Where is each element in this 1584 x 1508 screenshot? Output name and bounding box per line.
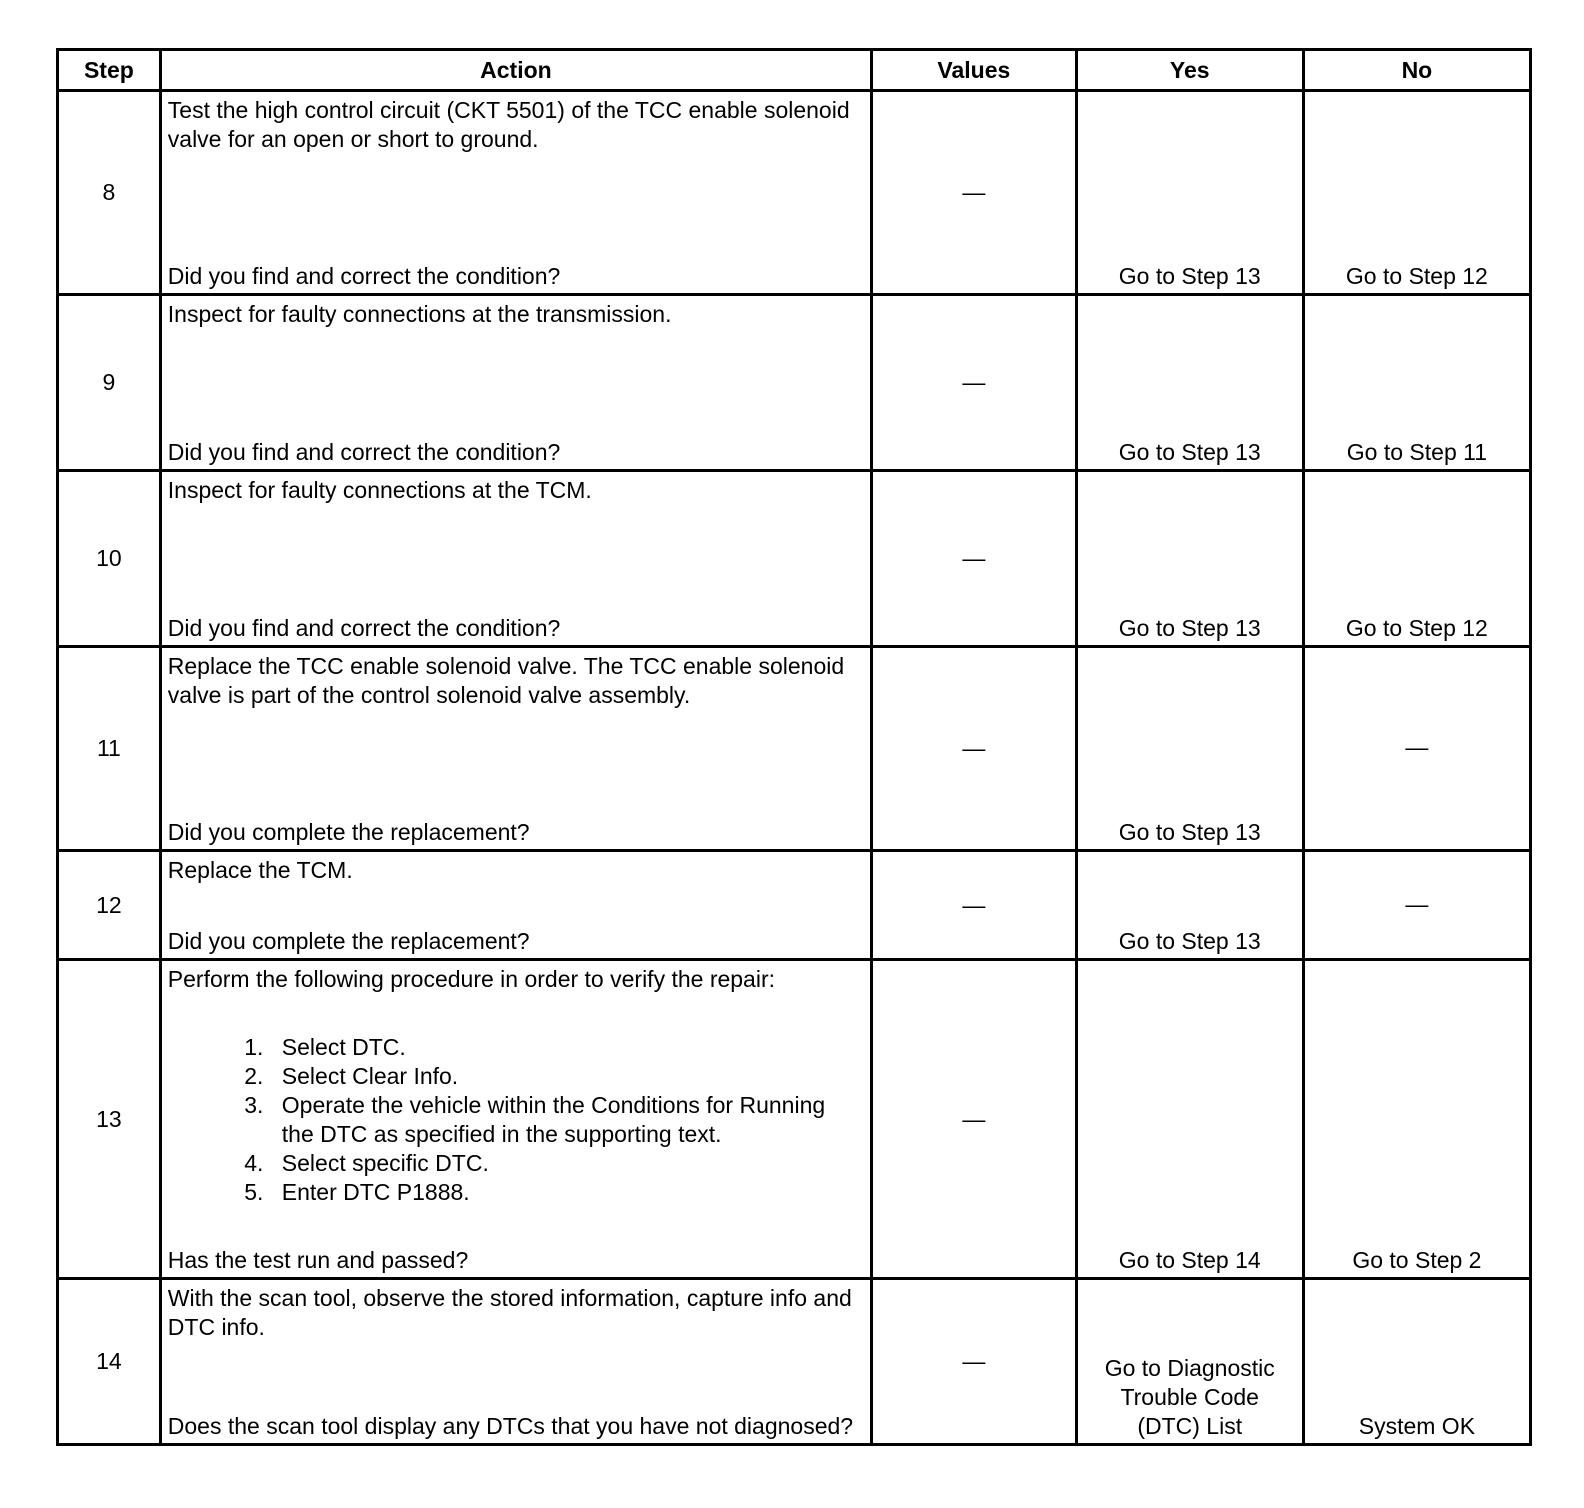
table-row bbox=[58, 1279, 1531, 1445]
yes-cell: Go to Step 13 bbox=[1076, 295, 1303, 471]
action-question: Did you find and correct the condition? bbox=[167, 615, 561, 641]
table-row bbox=[58, 960, 1531, 1279]
table-row bbox=[58, 851, 1531, 960]
action-question: Has the test run and passed? bbox=[167, 1247, 469, 1273]
values-cell: — bbox=[872, 471, 1077, 647]
no-cell: Go to Step 11 bbox=[1303, 295, 1530, 471]
action-question: Did you find and correct the condition? bbox=[167, 263, 561, 289]
procedure-list bbox=[168, 1033, 862, 1207]
action-cell bbox=[160, 471, 871, 647]
values-cell: — bbox=[872, 647, 1077, 851]
header-action: Action bbox=[160, 50, 871, 91]
step-number: 12 bbox=[58, 851, 161, 960]
header-values: Values bbox=[872, 50, 1077, 91]
header-yes: Yes bbox=[1076, 50, 1303, 91]
no-cell: — bbox=[1303, 851, 1530, 960]
header-row bbox=[58, 50, 1531, 91]
action-cell bbox=[160, 1279, 871, 1445]
header-no: No bbox=[1303, 50, 1530, 91]
action-text: Perform the following procedure in order to verify the repair: bbox=[167, 966, 776, 992]
values-cell: — bbox=[872, 960, 1077, 1279]
step-number: 11 bbox=[58, 647, 161, 851]
action-text: Replace the TCC enable solenoid valve. The TCC enable solenoid valve is part of the control solenoid valve assembly. bbox=[167, 653, 845, 708]
action-question: Did you complete the replacement? bbox=[167, 819, 530, 845]
no-cell: Go to Step 12 bbox=[1303, 471, 1530, 647]
procedure-step: 3. Operate the vehicle within the Conditions for Running the DTC as specified in the supporting text. bbox=[270, 1091, 862, 1149]
yes-cell: Go to Step 13 bbox=[1076, 471, 1303, 647]
step-number: 14 bbox=[58, 1279, 161, 1445]
yes-cell: Go to Step 13 bbox=[1076, 91, 1303, 295]
table-row bbox=[58, 471, 1531, 647]
action-text: Inspect for faulty connections at the TCM. bbox=[167, 477, 592, 503]
yes-cell: Go to Diagnostic Trouble Code (DTC) List bbox=[1076, 1279, 1303, 1445]
yes-cell: Go to Step 14 bbox=[1076, 960, 1303, 1279]
diagnostic-table bbox=[56, 48, 1532, 1446]
values-cell: — bbox=[872, 91, 1077, 295]
procedure-step: 4. Select specific DTC. bbox=[270, 1149, 862, 1178]
action-cell bbox=[160, 91, 871, 295]
step-number: 9 bbox=[58, 295, 161, 471]
action-text: With the scan tool, observe the stored information, capture info and DTC info. bbox=[167, 1285, 852, 1340]
table-row bbox=[58, 91, 1531, 295]
action-cell bbox=[160, 960, 871, 1279]
values-cell: — bbox=[872, 851, 1077, 960]
yes-cell: Go to Step 13 bbox=[1076, 851, 1303, 960]
action-text: Replace the TCM. bbox=[167, 857, 353, 883]
action-text: Inspect for faulty connections at the transmission. bbox=[167, 301, 672, 327]
step-number: 8 bbox=[58, 91, 161, 295]
action-cell bbox=[160, 851, 871, 960]
no-cell: Go to Step 2 bbox=[1303, 960, 1530, 1279]
action-cell bbox=[160, 647, 871, 851]
no-cell: System OK bbox=[1303, 1279, 1530, 1445]
step-number: 10 bbox=[58, 471, 161, 647]
procedure-step: 5. Enter DTC P1888. bbox=[270, 1178, 862, 1207]
table-row bbox=[58, 647, 1531, 851]
no-cell: Go to Step 12 bbox=[1303, 91, 1530, 295]
header-step: Step bbox=[58, 50, 161, 91]
action-cell bbox=[160, 295, 871, 471]
values-cell: — bbox=[872, 1279, 1077, 1445]
procedure-step: 1. Select DTC. bbox=[270, 1033, 862, 1062]
values-cell: — bbox=[872, 295, 1077, 471]
action-question: Did you find and correct the condition? bbox=[167, 439, 561, 465]
yes-cell: Go to Step 13 bbox=[1076, 647, 1303, 851]
table-row bbox=[58, 295, 1531, 471]
procedure-step: 2. Select Clear Info. bbox=[270, 1062, 862, 1091]
action-text: Test the high control circuit (CKT 5501) of the TCC enable solenoid valve for an open or short to ground. bbox=[167, 97, 850, 152]
no-cell: — bbox=[1303, 647, 1530, 851]
action-question: Did you complete the replacement? bbox=[167, 928, 530, 954]
step-number: 13 bbox=[58, 960, 161, 1279]
action-question: Does the scan tool display any DTCs that you have not diagnosed? bbox=[167, 1413, 854, 1439]
